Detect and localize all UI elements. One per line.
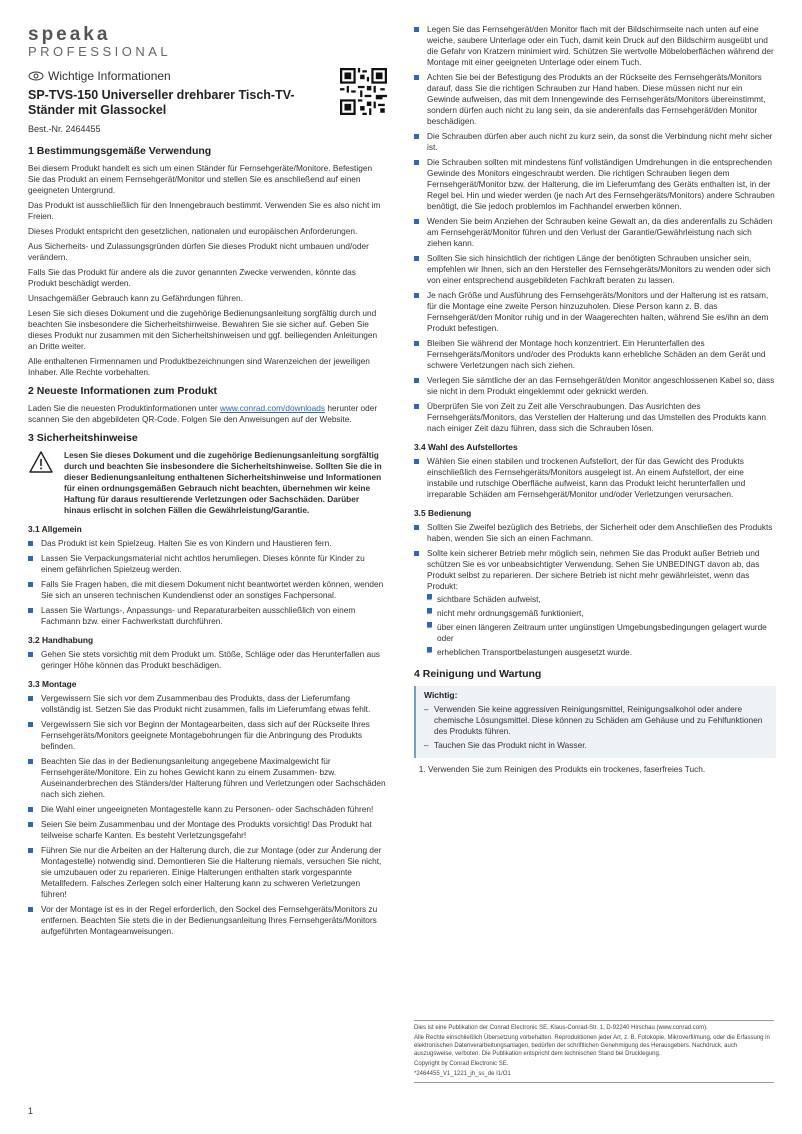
paragraph: Dieses Produkt entspricht den gesetzlichen, nationalen und europäischen Anforderungen. (28, 226, 358, 236)
dash-item: – Tauchen Sie das Produkt nicht in Wasser. (424, 740, 768, 751)
section-heading: 2 Neueste Informationen zum Produkt (28, 385, 218, 397)
dash-list (427, 594, 776, 658)
list-item: Verlegen Sie sämtliche der an das Fernsehgerät/den Monitor angeschlossenen Kabel so, dass sie nicht in dem Produkt eingeklemmt oder geknickt werden. (414, 375, 776, 397)
list-item: Überprüfen Sie von Zeit zu Zeit alle Verschraubungen. Das Ausrichten des Fernsehgeräts/Monitors, das Verstellen der Halterung und das Umstellen des Produkts kann nach einiger Zeit dazu führen, dass sich die Schrauben lösen. (414, 401, 776, 434)
bullet-list (414, 24, 776, 434)
footer-line: *2464455_V1_1221_jh_ss_de I1/O1 (414, 1071, 511, 1077)
subsection-heading: 3.4 Wahl des Aufstellortes (414, 442, 518, 452)
footer-line: Copyright by Conrad Electronic SE. (414, 1061, 509, 1067)
subsection-heading: 3.5 Bedienung (414, 508, 472, 518)
section-heading: 1 Bestimmungsgemäße Verwendung (28, 145, 212, 157)
warning-text: Lesen Sie dieses Dokument und die zugehörige Bedienungsanleitung sorgfältig durch und beachten Sie insbesondere die Sicherheitshinweise. Sollten Sie die in dieser Bedienungsanleitung enthaltenen Sicherheitshinweise und Informationen für einen ordnungsgemäßen Gebrauch nicht beachten, übernehmen wir keine Haftung für daraus resultierende Verletzungen oder Sachschäden. Darüber hinaus erlischt in solchen Fällen die Gewährleistung/Garantie. (64, 450, 382, 515)
list-item: Seien Sie beim Zusammenbau und der Montage des Produkts vorsichtig! Das Produkt hat teilweise scharfe Kanten. Es besteht Verletzungsgefahr! (28, 819, 386, 841)
bullet-list (28, 693, 386, 937)
dash-item: – erheblichen Transportbelastungen ausgesetzt wurde. (427, 647, 776, 658)
list-item: Das Produkt ist kein Spielzeug. Halten Sie es von Kindern und Haustieren fern. (28, 538, 386, 549)
list-item: Wenden Sie beim Anziehen der Schrauben keine Gewalt an, da dies anderenfalls zu Schäden am Fernsehgerät/Monitor führen und den Verlust der Garantie/Gewährleistung nach sich ziehen kann. (414, 216, 776, 249)
list-item: Führen Sie nur die Arbeiten an der Halterung durch, die zur Montage (oder zur Änderung der Montagestelle) notwendig sind. Demontieren Sie die Halterung niemals, versuchen Sie nicht, sie umzubauen oder zu reparieren. Einige Halterungen enthalten stark vorgespannte Metallfedern. Falsches Zerlegen solch einer Halterung kann zu schweren Verletzungen führen! (28, 845, 386, 900)
warning-triangle-icon (28, 450, 54, 474)
dash-item: – sichtbare Schäden aufweist, (427, 594, 776, 605)
downloads-link[interactable]: www.conrad.com/downloads (219, 403, 326, 413)
qr-code-icon[interactable] (340, 68, 387, 115)
section-heading: 4 Reinigung und Wartung (414, 668, 542, 680)
section-heading: 3 Sicherheitshinweise (28, 432, 138, 444)
list-item: 1. Verwenden Sie zum Reinigen des Produkts ein trockenes, faserfreies Tuch. (428, 764, 776, 775)
list-item: Gehen Sie stets vorsichtig mit dem Produkt um. Stöße, Schläge oder das Herunterfallen aus geringer Höhe können das Produkt beschädigen. (28, 649, 386, 671)
subsection-heading: 3.1 Allgemein (28, 524, 82, 534)
dash-item: – nicht mehr ordnungsgemäß funktioniert, (427, 608, 776, 619)
list-item: Vergewissern Sie sich vor dem Zusammenbau des Produkts, dass der Lieferumfang vollständig ist. Setzen Sie das Produkt nicht zusammen, falls im Lieferumfang etwas fehlt. (28, 693, 386, 715)
document-label-text: Wichtige Informationen (48, 69, 171, 83)
list-item: Falls Sie Fragen haben, die mit diesem Dokument nicht beantwortet werden können, wenden Sie sich an unseren technischen Kundendienst oder an sonstiges Fachpersonal. (28, 579, 386, 601)
footer-line: Alle Rechte einschließlich Übersetzung vorbehalten. Reproduktionen jeder Art, z. B. Fotokopie, Mikroverfilmung, oder die Erfassung in elektronischen Datenverarbeitungsanlagen, bedürfen der schriftlichen Genehmigung des Herausgebers. Nachdruck, auch auszugsweise, verboten. Die Publikation entspricht dem technischen Stand bei Drucklegung. (414, 1035, 770, 1057)
paragraph: Falls Sie das Produkt für andere als die zuvor genannten Zwecke verwenden, könnte das Produkt beschädigt werden. (28, 267, 356, 288)
warning-box (28, 450, 386, 516)
list-item: Je nach Größe und Ausführung des Fernsehgeräts/Monitors und der Halterung ist es ratsam, für die Montage eine zweite Person hinzuzuholen. Diese Person kann z. B. das Fernsehgerät/den Monitor ruhig und in der Waagerechten halten, während Sie es/ihn an dem Produkt befestigen. (414, 290, 776, 334)
list-item: Beachten Sie das in der Bedienungsanleitung angegebene Maximalgewicht für Fernsehgeräte/Monitore. Ein zu hohes Gewicht kann zu einem Zusammen- bzw. Auseinanderbrechen des Ständers/der Halterung führen und Verletzungen oder Sachschäden nach sich ziehen. (28, 756, 386, 800)
section-3 (28, 432, 386, 937)
note-box (414, 686, 776, 758)
list-item: Achten Sie bei der Befestigung des Produkts an der Rückseite des Fernsehgeräts/Monitors darauf, dass Sie die richtigen Schrauben zur Hand haben. Diese müssen nicht nur ein Gewinde aufweisen, das mit dem Innengewinde des Fernsehgeräts/Monitors übereinstimmt, sondern dürfen auch nicht zu lang sein, da sie anderenfalls das Fernsehgerät/den Monitor beschädigen. (414, 72, 776, 127)
text: Laden Sie die neuesten Produktinformationen unter (28, 403, 220, 413)
footer-line: Dies ist eine Publikation der Conrad Electronic SE, Klaus-Conrad-Str. 1, D-92240 Hirschau (www.conrad.com). (414, 1025, 708, 1031)
list-item: Sollten Sie Zweifel bezüglich des Betriebs, der Sicherheit oder dem Anschließen des Produkts haben, wenden Sie sich an einen Fachmann. (414, 522, 776, 544)
bullet-list (414, 522, 776, 658)
list-item: Sollten Sie sich hinsichtlich der richtigen Länge der benötigten Schrauben unsicher sein, empfehlen wir Ihnen, sich an den Hersteller des Fernsehgeräts/Monitors zu wenden oder sich von einer entsprechend ausgebildeten Fachkraft beraten zu lassen. (414, 253, 776, 286)
dash-item: – über einen längeren Zeitraum unter ungünstigen Umgebungsbedingungen gelagert wurde oder (427, 622, 776, 644)
list-item: Bleiben Sie während der Montage hoch konzentriert. Ein Herunterfallen des Fernsehgeräts/Monitors und/oder des Produkts kann erhebliche Schäden an dem Gerät und schwere Verletzungen nach sich ziehen. (414, 338, 776, 371)
bullet-list (28, 649, 386, 671)
paragraph: Das Produkt ist ausschließlich für den Innengebrauch bestimmt. Verwenden Sie es also nicht im Freien. (28, 200, 381, 221)
dash-list (424, 704, 768, 751)
bullet-list (28, 538, 386, 627)
list-item: Vor der Montage ist es in der Regel erforderlich, den Sockel des Fernsehgeräts/Monitors zu entfernen. Beachten Sie stets die in der Bedienungsanleitung Ihres Fernsehgeräts/Monitors aufgeführten Montageanweisungen. (28, 904, 386, 937)
subsection-heading: 3.2 Handhabung (28, 635, 94, 645)
right-column (414, 24, 776, 775)
list-item: Lassen Sie Wartungs-, Anpassungs- und Reparaturarbeiten ausschließlich von einem Fachmann bzw. einer Fachwerkstatt durchführen. (28, 605, 386, 627)
bullet-list (414, 456, 776, 500)
text: Sollte kein sicherer Betrieb mehr möglich sein, nehmen Sie das Produkt außer Betrieb und schützen Sie es vor unbeabsichtigter Verwendung. Sehen Sie UNBEDINGT davon ab, das Produkt selbst zu reparieren. Der sichere Betrieb ist nicht mehr gewährleistet, wenn das Produkt: (427, 548, 760, 591)
page-title: SP-TVS-150 Universeller drehbarer Tisch-TV-Ständer mit Glassockel (28, 88, 295, 117)
section-2 (28, 385, 386, 425)
numbered-list (414, 764, 776, 775)
note-title: Wichtig: (424, 690, 458, 700)
imprint-footer (414, 1020, 774, 1083)
list-item: Lassen Sie Verpackungsmaterial nicht achtlos herumliegen. Dieses könnte für Kinder zu einem gefährlichen Spielzeug werden. (28, 553, 386, 575)
left-column (28, 145, 386, 944)
page-number: 1 (28, 1106, 34, 1116)
subsection-heading: 3.3 Montage (28, 679, 77, 689)
list-item: Die Schrauben sollten mit mindestens fünf vollständigen Umdrehungen in die entsprechenden Gewinde des Monitors eingeschraubt werden. Die richtigen Schrauben liegen dem Fernsehgerät/Monitor bzw. der Halterung, die im Lieferumfang des Geräts enthalten ist, in der Regel bei. Hin und wieder werden (je nach Art des Fernsehgeräts/Monitors) andere Schrauben benötigt, die Sie jedoch problemlos im Fachhandel erwerben können. (414, 157, 776, 212)
paragraph: Aus Sicherheits- und Zulassungsgründen dürfen Sie dieses Produkt nicht umbauen und/oder verändern. (28, 241, 369, 262)
section-1 (28, 145, 386, 378)
list-item (414, 548, 776, 658)
paragraph: Unsachgemäßer Gebrauch kann zu Gefährdungen führen. (28, 293, 243, 303)
order-number: Best.-Nr. 2464455 (28, 124, 101, 134)
list-item: Die Schrauben dürfen aber auch nicht zu kurz sein, da sonst die Verbindung nicht mehr sicher ist. (414, 131, 776, 153)
list-item: Die Wahl einer ungeeigneten Montagestelle kann zu Personen- oder Sachschäden führen! (28, 804, 386, 815)
list-item: Legen Sie das Fernsehgerät/den Monitor flach mit der Bildschirmseite nach unten auf eine weiche, saubere Unterlage oder ein Tuch, damit kein Druck auf den Bildschirm ausgeübt und die Gefahr von Kratzern minimiert wird. Schützen Sie wertvolle Möbeloberflächen während der Montage mit einer geeigneten Unterlage oder einem Tuch. (414, 24, 776, 68)
list-item: Vergewissern Sie sich vor Beginn der Montagearbeiten, dass sich auf der Rückseite Ihres Fernsehgeräts/Monitors geeignete Montagebohrungen für die Anbringung des Produkts befinden. (28, 719, 386, 752)
paragraph: Bei diesem Produkt handelt es sich um einen Ständer für Fernsehgeräte/Monitore. Befestigen Sie das Produkt an einem Fernsehgerät/Monitor und stellen Sie es anschließend auf einen geeigneten Untergrund. (28, 163, 373, 195)
list-item: Wählen Sie einen stabilen und trockenen Aufstellort, der für das Gewicht des Produkts einschließlich des Fernsehgeräts/Monitors ausgelegt ist. An einem Aufstellort, der eine instabile und rutschige Oberfläche aufweist, kann das Produkt leicht herunterfallen und irreparable Schäden am Fernsehgerät/Monitor und/oder Verletzungen verursachen. (414, 456, 776, 500)
eye-icon (28, 71, 44, 81)
brand-name: speaka (28, 24, 111, 45)
paragraph (28, 403, 386, 425)
dash-item: – Verwenden Sie keine aggressiven Reinigungsmittel, Reinigungsalkohol oder andere chemische Lösungsmittel. Diese können zu Schäden am Gehäuse und zu Fehlfunktionen des Produkts führen. (424, 704, 768, 737)
document-label (28, 69, 171, 83)
paragraph: Lesen Sie sich dieses Dokument und die zugehörige Bedienungsanleitung sorgfältig durch und beachten Sie insbesondere die Sicherheitshinweise. Bewahren Sie sie sicher auf. Geben Sie dieses Produkt nur zusammen mit den Sicherheitshinweisen und ggf. beiliegenden Anleitungen an Dritte weiter. (28, 308, 378, 351)
text: herunter oder scannen Sie den abgebildeten QR-Code. Folgen Sie den Anweisungen auf der Website. (28, 403, 378, 424)
brand-sub: PROFESSIONAL (28, 44, 172, 59)
brand-logo (28, 24, 172, 66)
paragraph: Alle enthaltenen Firmennamen und Produktbezeichnungen sind Warenzeichen der jeweiligen Inhaber. Alle Rechte vorbehalten. (28, 356, 370, 377)
